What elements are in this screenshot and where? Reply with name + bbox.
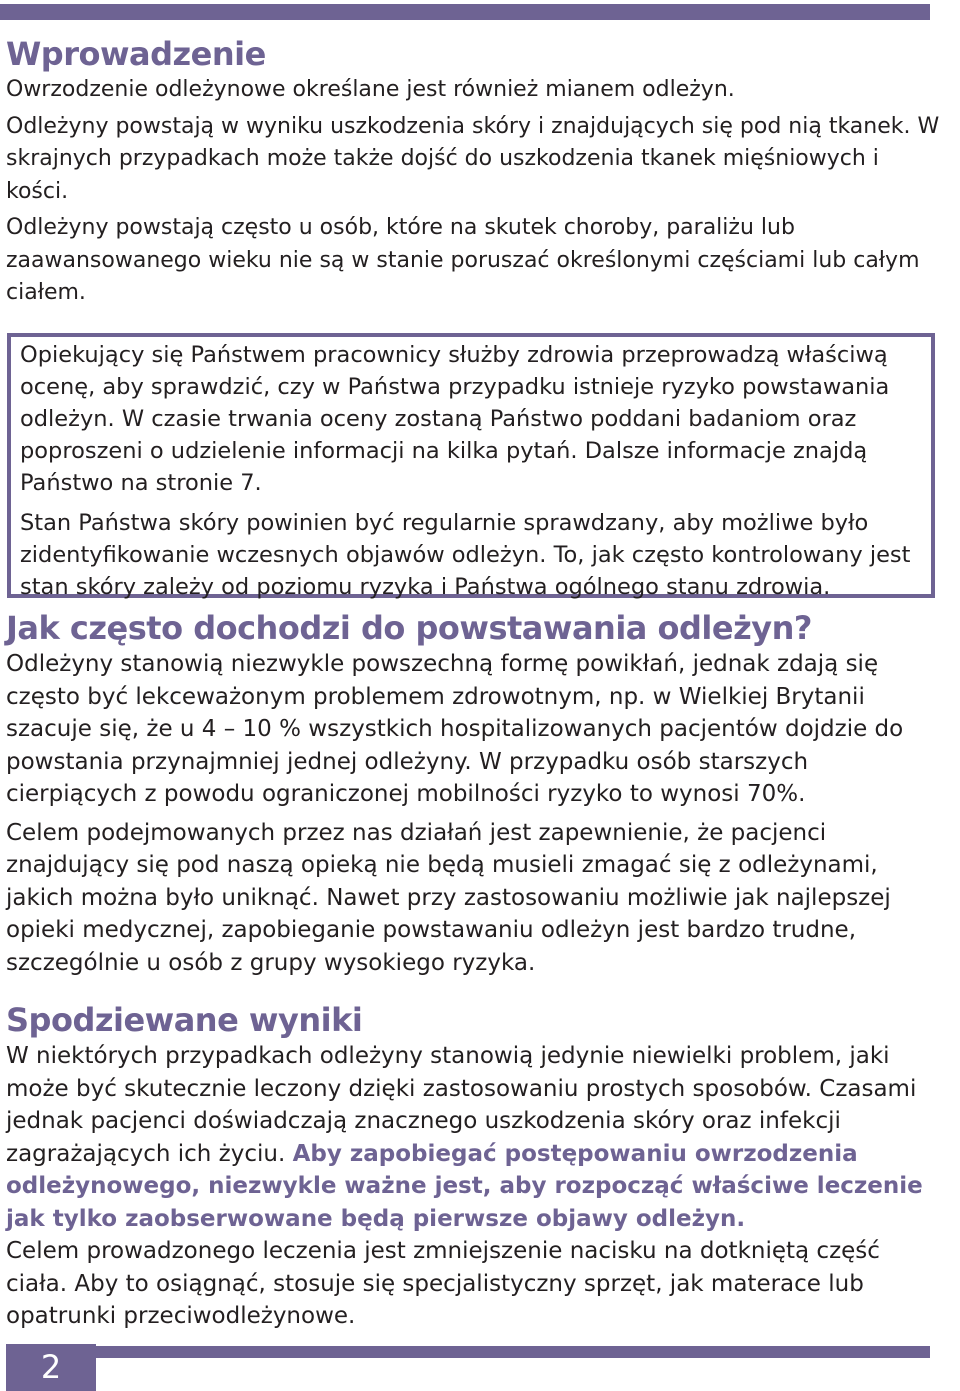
assessment-info-text	[20, 339, 935, 611]
frequency-paragraph-1: Odleżyny stanowią niezwykle powszechną formę powikłań, jednak zdają się często być lekceważonym problemem zdrowotnym, np. w Wielkiej Brytanii szacuje się, że u 4 – 10 % wszystkich hospitalizowanych pacjentów dojdzie do powstania przynajmniej jednej odleżyny. W przypadku osób starszych cierpiących z powodu ograniczonej mobilności ryzyko to wynosi 70%.	[6, 651, 904, 807]
outcomes-paragraph-1	[6, 1040, 946, 1235]
intro-heading: Wprowadzenie	[6, 35, 266, 73]
intro-paragraph-1: Owrzodzenie odleżynowe określane jest również mianem odleżyn.	[6, 77, 735, 102]
intro-paragraph-3: Odleżyny powstają często u osób, które na skutek choroby, paraliżu lub zaawansowanego wieku nie są w stanie poruszać określonymi częściami lub całym ciałem.	[6, 215, 920, 305]
outcomes-highlight: Aby zapobiegać postępowaniu owrzodzenia odleżynowego, niezwykle ważne jest, aby rozpocząć właściwe leczenie jak tylko zaobserwowane będą pierwsze objawy odleżyn.	[6, 1140, 923, 1232]
page-number: 2	[6, 1344, 96, 1391]
top-decorative-bar	[0, 4, 930, 20]
intro-paragraph-2: Odleżyny powstają w wyniku uszkodzenia skóry i znajdujących się pod nią tkanek. W skrajnych przypadkach może także dojść do uszkodzenia tkanek mięśniowych i kości.	[6, 113, 940, 204]
skin-check-paragraph: Stan Państwa skóry powinien być regularnie sprawdzany, aby możliwe było zidentyfikowanie wczesnych objawów odleżyn. To, jak często kontrolowany jest stan skóry zależy od poziomu ryzyka i Państwa ogólnego stanu zdrowia.	[20, 510, 911, 600]
intro-section	[6, 34, 946, 310]
assessment-paragraph: Opiekujący się Państwem pracownicy służby zdrowia przeprowadzą właściwą ocenę, aby sprawdzić, czy w Państwa przypadku istnieje ryzyko powstawania odleżyn. W czasie trwania oceny zostaną Państwo poddani badaniom oraz poproszeni o udzielenie informacji na kilka pytań. Dalsze informacje znajdą Państwo na stronie 7.	[20, 342, 890, 496]
outcomes-heading: Spodziewane wyniki	[6, 1001, 363, 1039]
outcomes-section	[6, 1000, 946, 1333]
frequency-heading: Jak często dochodzi do powstawania odleżyn?	[6, 609, 812, 647]
frequency-section	[6, 608, 946, 979]
outcomes-paragraph-2: Celem prowadzonego leczenia jest zmniejszenie nacisku na dotkniętą część ciała. Aby to osiągnąć, stosuje się specjalistyczny sprzęt, jak materace lub opatrunki przeciwodleżynowe.	[6, 1238, 880, 1329]
bottom-decorative-bar	[96, 1346, 930, 1358]
frequency-paragraph-2: Celem podejmowanych przez nas działań jest zapewnienie, że pacjenci znajdujący się pod naszą opieką nie będą musieli zmagać się z odleżynami, jakich można było uniknąć. Nawet przy zastosowaniu możliwie jak najlepszej opieki medycznej, zapobieganie powstawaniu odleżyn jest bardzo trudne, szczególnie u osób z grupy wysokiego ryzyka.	[6, 819, 891, 976]
outcomes-text: W niektórych przypadkach odleżyny stanowią jedynie niewielki problem, jaki może być skutecznie leczony dzięki zastosowaniu prostych sposobów. Czasami jednak pacjenci doświadczają znacznego uszkodzenia skóry oraz infekcji zagrażających ich życiu.	[6, 1043, 917, 1167]
